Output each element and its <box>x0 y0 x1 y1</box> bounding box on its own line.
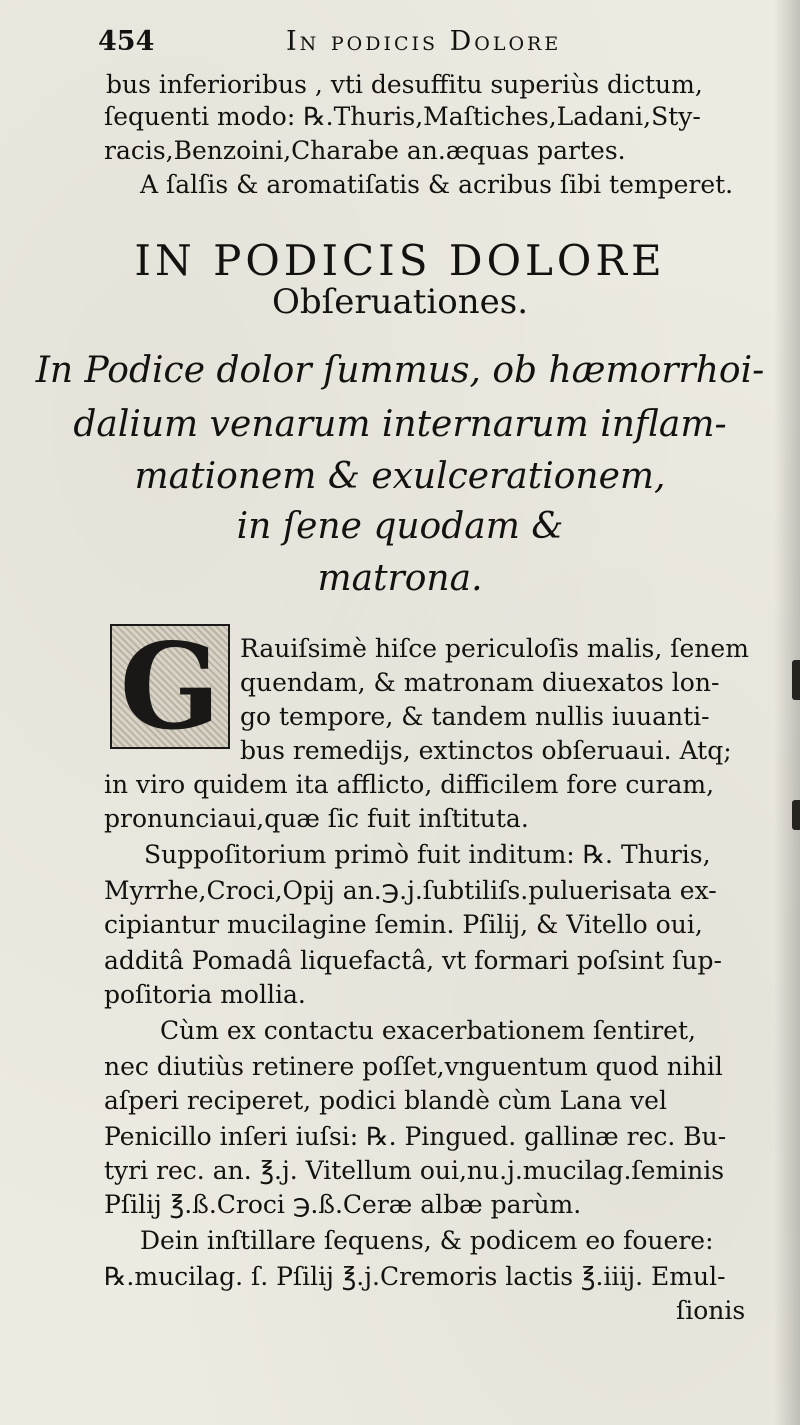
text-line: Pſilij ℥.ß.Croci ℈.ß.Ceræ albæ parùm. <box>104 1190 582 1219</box>
text-line: tyri rec. an. ℥.j. Vitellum oui,nu.j.mucilag.ſeminis <box>104 1156 725 1185</box>
text-line: nec diutiùs retinere poſſet,vnguentum quod nihil <box>104 1052 723 1081</box>
running-title: In podicis Dolore <box>286 26 562 57</box>
drop-cap-letter: G <box>119 617 221 756</box>
text-line: cipiantur mucilagine ſemin. Pſilij, & Vitello oui, <box>104 910 703 939</box>
observation-title-line: matrona. <box>317 558 483 599</box>
section-title: IN PODICIS DOLORE <box>134 236 666 285</box>
catchword: ſionis <box>676 1296 746 1325</box>
text-line: Suppoſitorium primò fuit inditum: ℞. Thuris, <box>144 840 711 869</box>
text-line: ℞.mucilag. ſ. Pſilij ℥.j.Cremoris lactis ℥.iiij. Emul- <box>104 1262 726 1291</box>
observation-title-line: in ſene quodam & <box>236 506 564 547</box>
text-line: pronunciaui,quæ ſic fuit inſtituta. <box>104 804 529 833</box>
text-line: additâ Pomadâ liquefactâ, vt formari poſsint ſup- <box>104 946 722 975</box>
text-line: bus inferioribus , vti desuffitu superiùs dictum, <box>106 70 703 99</box>
text-line: poſitoria mollia. <box>104 980 306 1009</box>
text-line: Rauiſsimè hiſce periculoſis malis, ſenem <box>240 634 749 663</box>
text-line: Dein inſtillare ſequens, & podicem eo fouere: <box>140 1226 714 1255</box>
text-line: racis,Benzoini,Charabe an.æquas partes. <box>104 136 626 165</box>
section-subtitle: Obſeruationes. <box>271 282 529 322</box>
text-line: ſequenti modo: ℞.Thuris,Maſtiches,Ladani,Sty- <box>104 102 701 131</box>
text-line: aſperi reciperet, podici blandè cùm Lana vel <box>104 1086 667 1115</box>
text-line: quendam, & matronam diuexatos lon- <box>240 668 720 697</box>
text-line: in viro quidem ita afflicto, difficilem fore curam, <box>104 770 715 799</box>
text-line: go tempore, & tandem nullis iuuanti- <box>240 702 710 731</box>
observation-title-line: dalium venarum internarum inflam- <box>73 404 727 445</box>
text-line: Cùm ex contactu exacerbationem ſentiret, <box>160 1016 696 1045</box>
text-line: Myrrhe,Croci,Opij an.℈.j.ſubtiliſs.puluerisata ex- <box>104 876 717 905</box>
text-line: bus remedijs, extinctos obſeruaui. Atq; <box>240 736 732 765</box>
page-number: 454 <box>98 26 155 57</box>
text-line: A ſalſis & aromatiſatis & acribus ſibi temperet. <box>140 170 734 199</box>
running-head <box>98 22 738 62</box>
observation-title-line: In Podice dolor ſummus, ob hæmorrhoi- <box>35 350 765 391</box>
observation-title-line: mationem & exulcerationem, <box>134 456 666 497</box>
text-line: Penicillo inſeri iuſsi: ℞. Pingued. gallinæ rec. Bu- <box>104 1122 727 1151</box>
